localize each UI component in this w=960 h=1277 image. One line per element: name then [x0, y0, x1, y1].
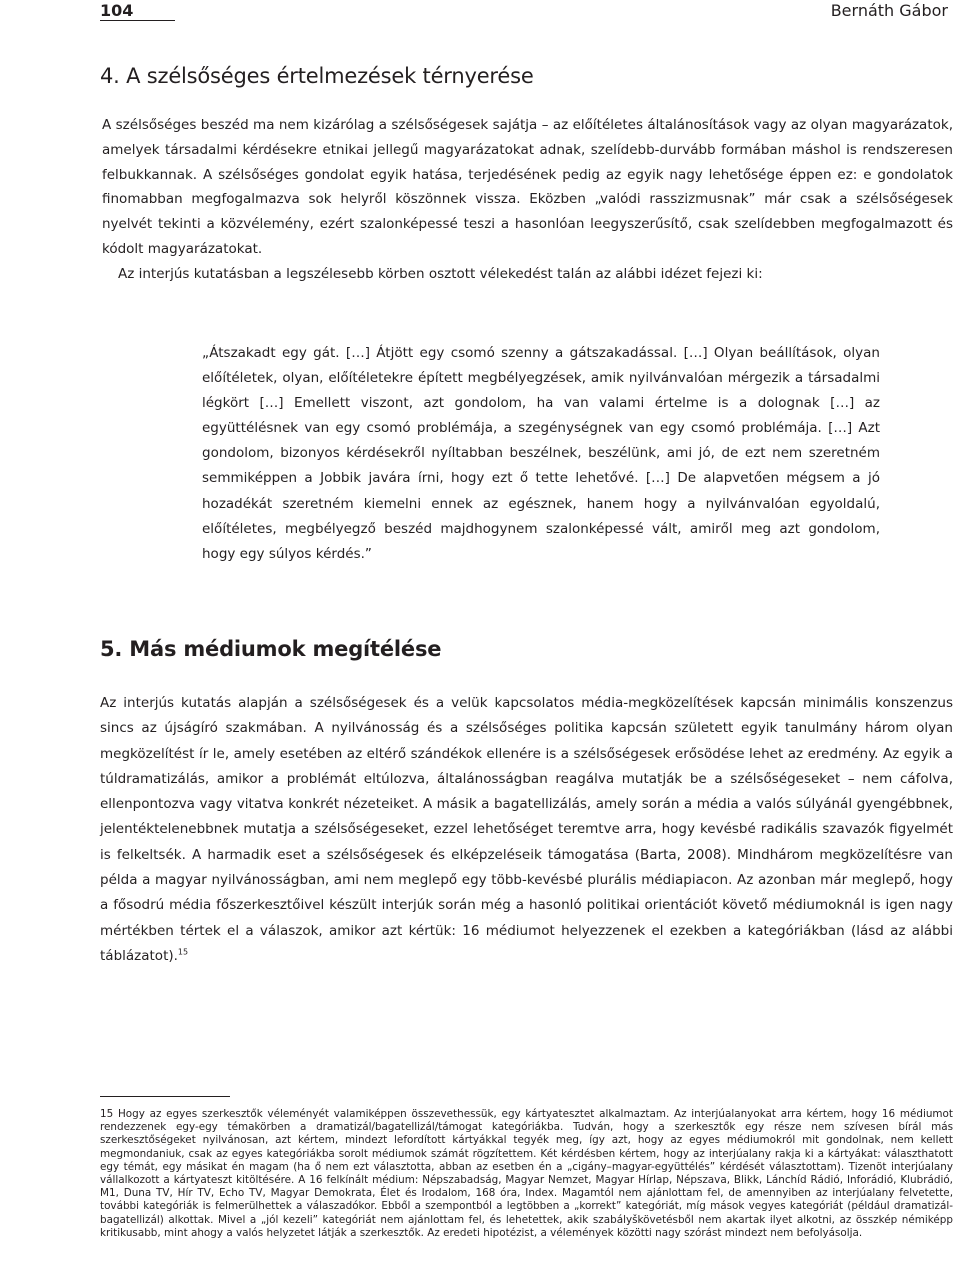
footnote-reference[interactable]: 15	[177, 947, 189, 957]
footnote-15: 15 Hogy az egyes szerkesztők véleményét valamiképpen összevethessük, egy kártyatesztet alkalmaztam. Az interjúalanyokat arra kértem, hogy 16 médiumot rendezzenek egy-egy témakörben a dramatizál/bagatellizál/támogat kategóriákba. Tudván, hogy a szerkesztők egy része nem szívesen bírál más szerkesztőségeket nyilvánosan, azt kértem, mindezt lefordított kártyákkal tegyék meg, így azt, hogy az egyes médiumokról mit gondolnak, nem kellett megmondaniuk, csak az egyes kategóriákba sorolt médiumok számát rögzítettem. Két kérdésben kértem, hogy az interjúalany rakja ki a kártyákat: választhatott egy témát, egy másikat én magam (ha ő nem ezt választotta, abban az esetben én a „cigány–magyar-együttélés” kérdését választottam). Tizenöt interjúalany vállalkozott a kártyateszt kitöltésére. A 16 felkínált médium: Népszabadság, Magyar Nemzet, Magyar Hírlap, Népszava, Blikk, Lánchíd Rádió, Inforádió, Klubrádió, M1, Duna TV, Hír TV, Echo TV, Magyar Demokrata, Élet és Irodalom, 168 óra, Index. Magamtól nem ajánlottam fel, de amennyiben az interjúalany felvetette, további kategóriák is felmerülhettek a válaszadókor. Ebből a szempontból a legtöbben a „korrekt” kategóriát, míg mások vegyes kategóriát (például dramatizál-bagatellizál) alkottak. Mivel a „jól kezeli” kategóriát nem ajánlottam fel, és lehetettek, akik szabályškövetésből nem akartak ilyet alkotni, az összkép némiképp kritikusabb, mint ahogy a valós helyzetet látják a szerkesztők. Az eredeti hipotézist, a vélemények közötti nagy szórást mindezt nem befolyásolja.	[100, 1108, 953, 1239]
section-5-title: 5. Más médiumok megítélése	[100, 637, 442, 661]
section-5-paragraph-text: Az interjús kutatás alapján a szélsőségesek és a velük kapcsolatos média-megközelítések kapcsán minimális konszenzus sincs az újságíró szakmában. A nyilvánosság és a szélsőséges politika kapcsán született egyik tanulmány három olyan megközelítést ír le, amely esetében az eltérő szándékok ellenére is a szélsőségesek erősödése lehet az eredmény. Az egyik a túldramatizálás, amikor a problémát eltúlozva, általánosságban reagálva mutatják be a szélsőségeseket – nem cáfolva, ellenpontozva vagy vitatva konkrét nézeteiket. A másik a bagatellizálás, amely során a média a valós súlyánál gyengébbnek, jelentéktelenebbnek mutatja a szélsőségeseket, ezzel lehetőséget teremtve arra, hogy kevésbé radikális szavazók figyelmét is felkeltsék. A harmadik eset a szélsőségesek és elképzeléseik támogatása (Barta, 2008). Mindhárom megközelítésre van példa a magyar nyilvánosságban, ami nem meglepő egy több-kevésbé plurális médiapiacon. Az azonban már meglepő, hogy a fősodrú média főszerkesztőivel készült interjúk során még a hasonló politikai orientációt követő médiumoknál is igen nagy mértékben tértek el a válaszok, amikor azt kértük: 16 médiumot helyezzenek el ezekben a kategóriákban (lásd az alábbi táblázatot).	[100, 695, 953, 964]
section-5-paragraph	[100, 691, 953, 969]
interview-quote: „Átszakadt egy gát. […] Átjött egy csomó szenny a gátszakadással. […] Olyan beállítások, olyan előítéletek, olyan, előítéletekre épített megbélyegzések, amik nyilvánvalóan mérgezik a társadalmi légkört […] Emellett viszont, azt gondolom, ha van valami értelme is a dolognak […] az együttélésnek van egy csomó problémája, a szegénységnek van egy csomó problémája. […] Azt gondolom, bizonyos kérdésekről nyíltabban beszélnek, beszélünk, ami jó, de ezt nem szeretném semmiképpen a Jobbik javára írni, hogy ezt ő tette lehetővé. […] De alapvetően mégsem a jó hozadékát szeretném kiemelni ennek az egésznek, hanem hogy a nyilvánvalóan egyoldalú, előítéletes, megbélyegző beszéd majdhogynem szalonképessé vált, amiről meg azt gondolom, hogy egy súlyos kérdés.”	[202, 345, 880, 562]
running-header-author: Bernáth Gábor	[830, 1, 948, 20]
header-rule	[100, 20, 175, 21]
page-number: 104	[100, 1, 134, 20]
footnote-rule	[100, 1096, 230, 1097]
section-4-paragraph-1: A szélsőséges beszéd ma nem kizárólag a szélsőségesek sajátja – az előítéletes általánosítások vagy az olyan magyarázatok, amelyek társadalmi kérdésekre etnikai jellegű magyarázatokat adnak, szelídebb-durvább formában máshol is rendszeresen felbukkannak. A szélsőséges gondolat egyik hatása, terjedésének pedig az egyik nagy lehetősége éppen ez: e gondolatok finomabban megfogalmazva sok helyről köszönnek vissza. Eközben „valódi rasszizmusnak” már csak a szélsőségesek nyelvét tekinti a közvélemény, ezért szalonképessé teszi a hasonlóan leegyszerűsítő, csak szelídebben megfogalmazott és kódolt magyarázatokat.	[102, 117, 953, 257]
section-4-title: 4. A szélsőséges értelmezések térnyerése	[100, 64, 534, 88]
section-4-paragraph-2: Az interjús kutatásban a legszélesebb körben osztott vélekedést talán az alábbi idézet fejezi ki:	[118, 266, 763, 282]
